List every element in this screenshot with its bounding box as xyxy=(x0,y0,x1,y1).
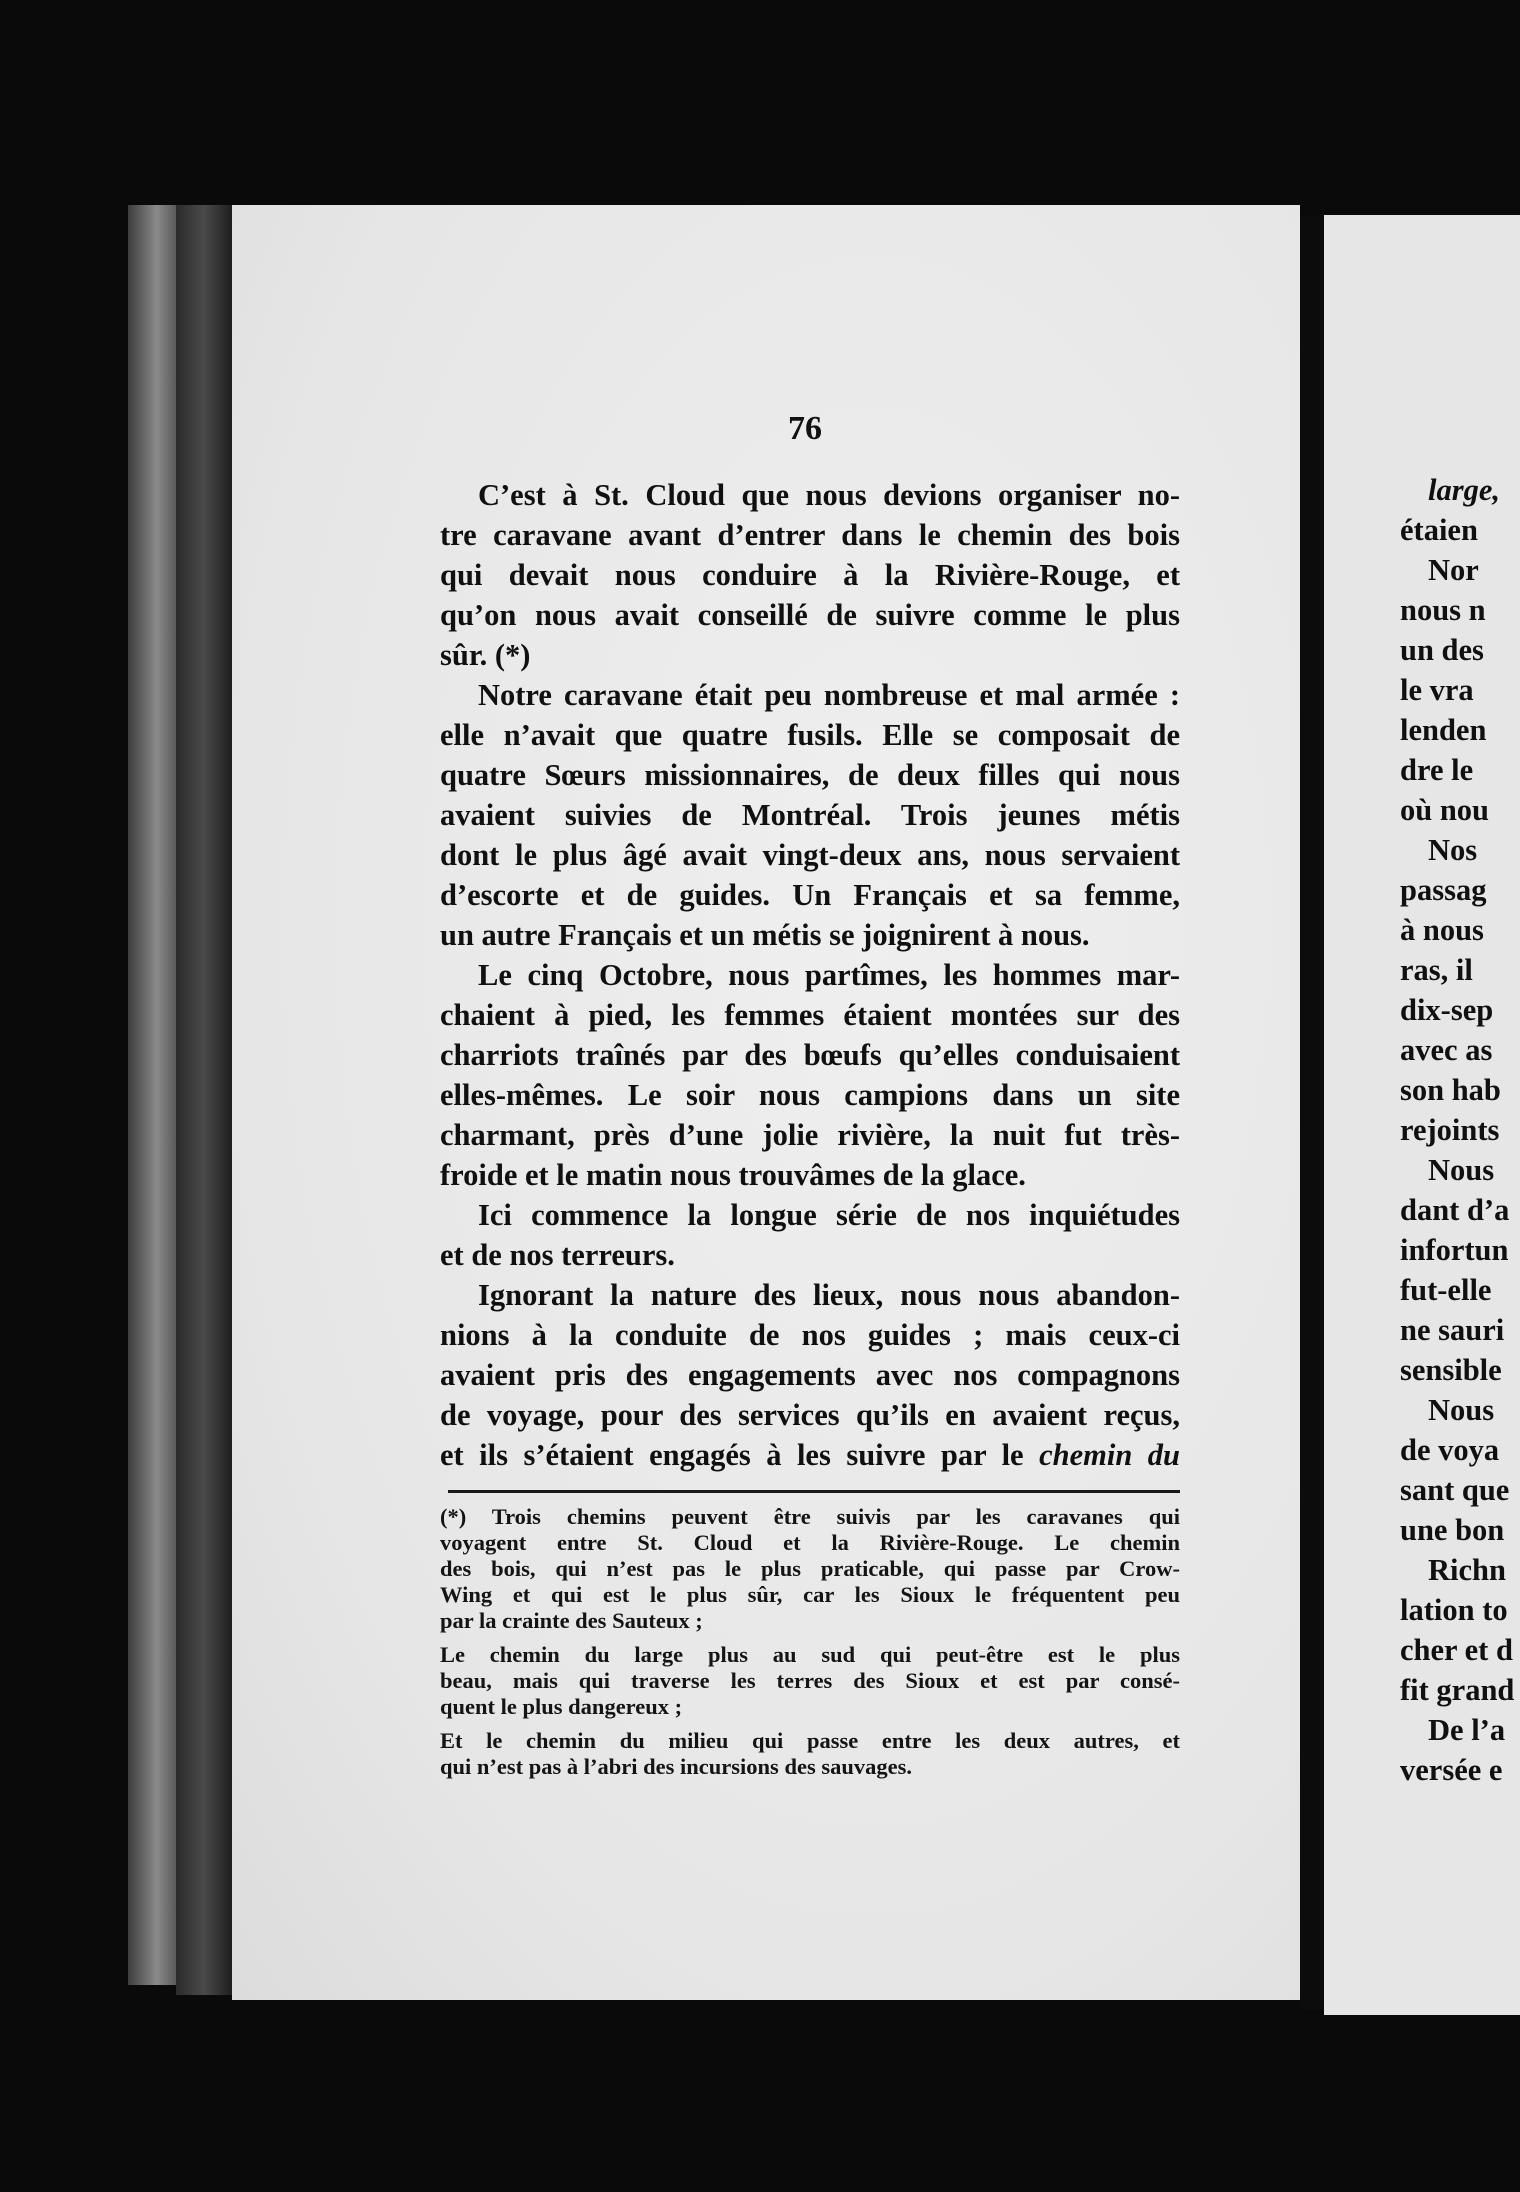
facing-page-line: cher et d xyxy=(1400,1633,1513,1667)
footnote-line: qui n’est pas à l’abri des incursions des sauvages. xyxy=(440,1754,912,1779)
footnote-line: (*) Trois chemins peuvent être suivis par les caravanes qui xyxy=(440,1504,1180,1529)
facing-page-line: passag xyxy=(1400,873,1487,907)
facing-page-line: ras, il xyxy=(1400,953,1473,987)
facing-page-line: sant que xyxy=(1400,1473,1510,1507)
text-line: Ignorant la nature des lieux, nous nous abandon- xyxy=(478,1278,1180,1312)
page-gutter xyxy=(1300,215,1324,2010)
facing-page-line: large, xyxy=(1428,473,1501,507)
footnote-line: quent le plus dangereux ; xyxy=(440,1694,683,1719)
facing-page-line: nous n xyxy=(1400,593,1486,627)
facing-page-line: son hab xyxy=(1400,1073,1501,1107)
facing-page-line: ne sauri xyxy=(1400,1313,1505,1347)
facing-page-line: fit grand xyxy=(1400,1673,1515,1707)
text-line: nions à la conduite de nos guides ; mais ceux-ci xyxy=(440,1318,1180,1352)
facing-page-line: étaien xyxy=(1400,513,1478,547)
facing-page-line: Richn xyxy=(1428,1553,1506,1587)
footnote-line: Le chemin du large plus au sud qui peut-être est le plus xyxy=(440,1642,1180,1667)
facing-page-line: dix-sep xyxy=(1400,993,1494,1027)
text-line: d’escorte et de guides. Un Français et sa femme, xyxy=(440,878,1180,912)
facing-page-line: dant d’a xyxy=(1400,1193,1510,1227)
facing-page-line: Nous xyxy=(1428,1393,1495,1427)
text-line: charmant, près d’une jolie rivière, la nuit fut très- xyxy=(440,1118,1180,1152)
text-line: dont le plus âgé avait vingt-deux ans, nous servaient xyxy=(440,838,1180,872)
facing-page-line: infortun xyxy=(1400,1233,1509,1267)
text-line: avaient suivies de Montréal. Trois jeunes métis xyxy=(440,798,1180,832)
facing-page-line: Nor xyxy=(1428,553,1479,587)
facing-page-line: sensible xyxy=(1400,1353,1502,1387)
facing-page-line: un des xyxy=(1400,633,1484,667)
text-line: et de nos terreurs. xyxy=(440,1238,675,1272)
text-line: Notre caravane était peu nombreuse et mal armée : xyxy=(478,678,1180,712)
text-line: qui devait nous conduire à la Rivière-Rouge, et xyxy=(440,558,1180,592)
footnote-line: beau, mais qui traverse les terres des Sioux et est par consé- xyxy=(440,1668,1180,1693)
facing-page-text xyxy=(1400,470,1514,1790)
text-line: qu’on nous avait conseillé de suivre comme le plus xyxy=(440,598,1180,632)
facing-page-line: versée e xyxy=(1400,1753,1503,1787)
text-line: Le cinq Octobre, nous partîmes, les hommes mar- xyxy=(478,958,1180,992)
footnote-line: par la crainte des Sauteux ; xyxy=(440,1608,703,1633)
text-line: un autre Français et un métis se joignirent à nous. xyxy=(440,918,1090,952)
text-line: chaient à pied, les femmes étaient montées sur des xyxy=(440,998,1180,1032)
body-text xyxy=(440,475,1180,1475)
facing-page-line: lenden xyxy=(1400,713,1487,747)
facing-page-line: dre le xyxy=(1400,753,1474,787)
facing-page-line: lation to xyxy=(1400,1593,1508,1627)
footnote-line: Et le chemin du milieu qui passe entre les deux autres, et xyxy=(440,1728,1180,1753)
text-line: tre caravane avant d’entrer dans le chemin des bois xyxy=(440,518,1180,552)
footnotes xyxy=(440,1504,1180,1780)
page-stack-edge xyxy=(128,205,176,1985)
text-line: charriots traînés par des bœufs qu’elles conduisaient xyxy=(440,1038,1180,1072)
page-number: 76 xyxy=(788,410,822,447)
text-line: C’est à St. Cloud que nous devions organiser no- xyxy=(478,478,1180,512)
footnote-line: des bois, qui n’est pas le plus praticable, qui passe par Crow- xyxy=(440,1556,1180,1581)
facing-page-line: de voya xyxy=(1400,1433,1500,1467)
facing-page-line: une bon xyxy=(1400,1513,1505,1547)
text-line: Ici commence la longue série de nos inquiétudes xyxy=(478,1198,1180,1232)
text-line: de voyage, pour des services qu’ils en avaient reçus, xyxy=(440,1398,1180,1432)
text-line: avaient pris des engagements avec nos compagnons xyxy=(440,1358,1180,1392)
text-line: sûr. (*) xyxy=(440,638,531,672)
facing-page-line: Nous xyxy=(1428,1153,1495,1187)
text-line: froide et le matin nous trouvâmes de la glace. xyxy=(440,1158,1026,1192)
text-line: quatre Sœurs missionnaires, de deux filles qui nous xyxy=(440,758,1180,792)
text-line: elles-mêmes. Le soir nous campions dans un site xyxy=(440,1078,1180,1112)
facing-page-line: rejoints xyxy=(1400,1113,1500,1147)
footnote-rule xyxy=(448,1490,1180,1493)
text-line: elle n’avait que quatre fusils. Elle se composait de xyxy=(440,718,1180,752)
facing-page-line: fut-elle xyxy=(1400,1273,1492,1307)
footnote-line: Wing et qui est le plus sûr, car les Sioux le fréquentent peu xyxy=(440,1582,1180,1607)
facing-page-line: Nos xyxy=(1428,833,1478,867)
book-spine xyxy=(176,205,232,1995)
facing-page-line: De l’a xyxy=(1428,1713,1506,1747)
text-line: et ils s’étaient engagés à les suivre par le chemin du xyxy=(440,1438,1180,1472)
facing-page-line: à nous xyxy=(1400,913,1484,947)
facing-page-line: où nou xyxy=(1400,793,1490,827)
footnote-line: voyagent entre St. Cloud et la Rivière-Rouge. Le chemin xyxy=(440,1530,1180,1555)
facing-page-line: avec as xyxy=(1400,1033,1493,1067)
facing-page-line: le vra xyxy=(1400,673,1474,707)
